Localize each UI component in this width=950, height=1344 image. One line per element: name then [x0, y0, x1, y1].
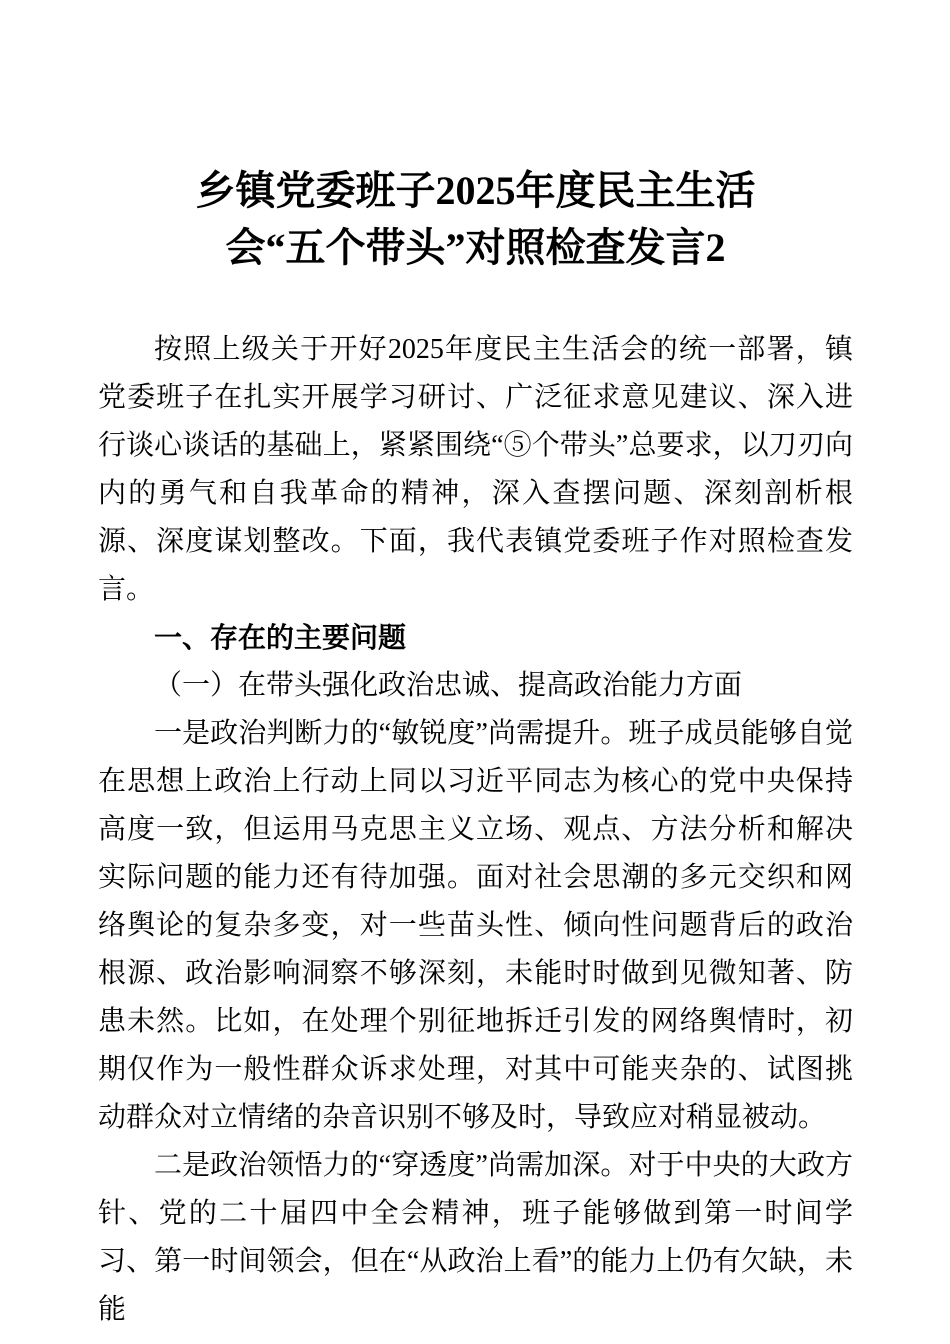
paragraph-intro: 按照上级关于开好2025年度民主生活会的统一部署，镇党委班子在扎实开展学习研讨、广泛征求意见建议、深入进行谈心谈话的基础上，紧紧围绕“⑤个带头”总要求，以刀刃向内的勇气和自我革命的精神，深入查摆问题、深刻剖析根源、深度谋划整改。下面，我代表镇党委班子作对照检查发言。 [98, 334, 853, 605]
paragraph-point-two: 二是政治领悟力的“穿透度”尚需加深。对于中央的大政方针、党的二十届四中全会精神，班子能够做到第一时间学习、第一时间领会，但在“从政治上看”的能力上仍有欠缺，未能 [98, 1150, 853, 1325]
section-heading-main-problems: 一、存在的主要问题 [154, 622, 407, 653]
paragraph-point-one: 一是政治判断力的“敏锐度”尚需提升。班子成员能够自觉在思想上政治上行动上同以习近平同志为核心的党中央保持高度一致，但运用马克思主义立场、观点、方法分析和解决实际问题的能力还有待加强。面对社会思潮的多元交织和网络舆论的复杂多变，对一些苗头性、倾向性问题背后的政治根源、政治影响洞察不够深刻，未能时时做到见微知著、防患未然。比如，在处理个别征地拆迁引发的网络舆情时，初期仅作为一般性群众诉求处理，对其中可能夹杂的、试图挑动群众对立情绪的杂音识别不够及时，导致应对稍显被动。 [98, 718, 853, 1133]
document-title [98, 162, 853, 276]
document-title-line-1: 乡镇党委班子2025年度民主生活 [195, 168, 756, 213]
document-title-line-2: 会“五个带头”对照检查发言2 [225, 225, 726, 270]
subsection-heading-political-loyalty: （一）在带头强化政治忠诚、提高政治能力方面 [154, 670, 743, 701]
